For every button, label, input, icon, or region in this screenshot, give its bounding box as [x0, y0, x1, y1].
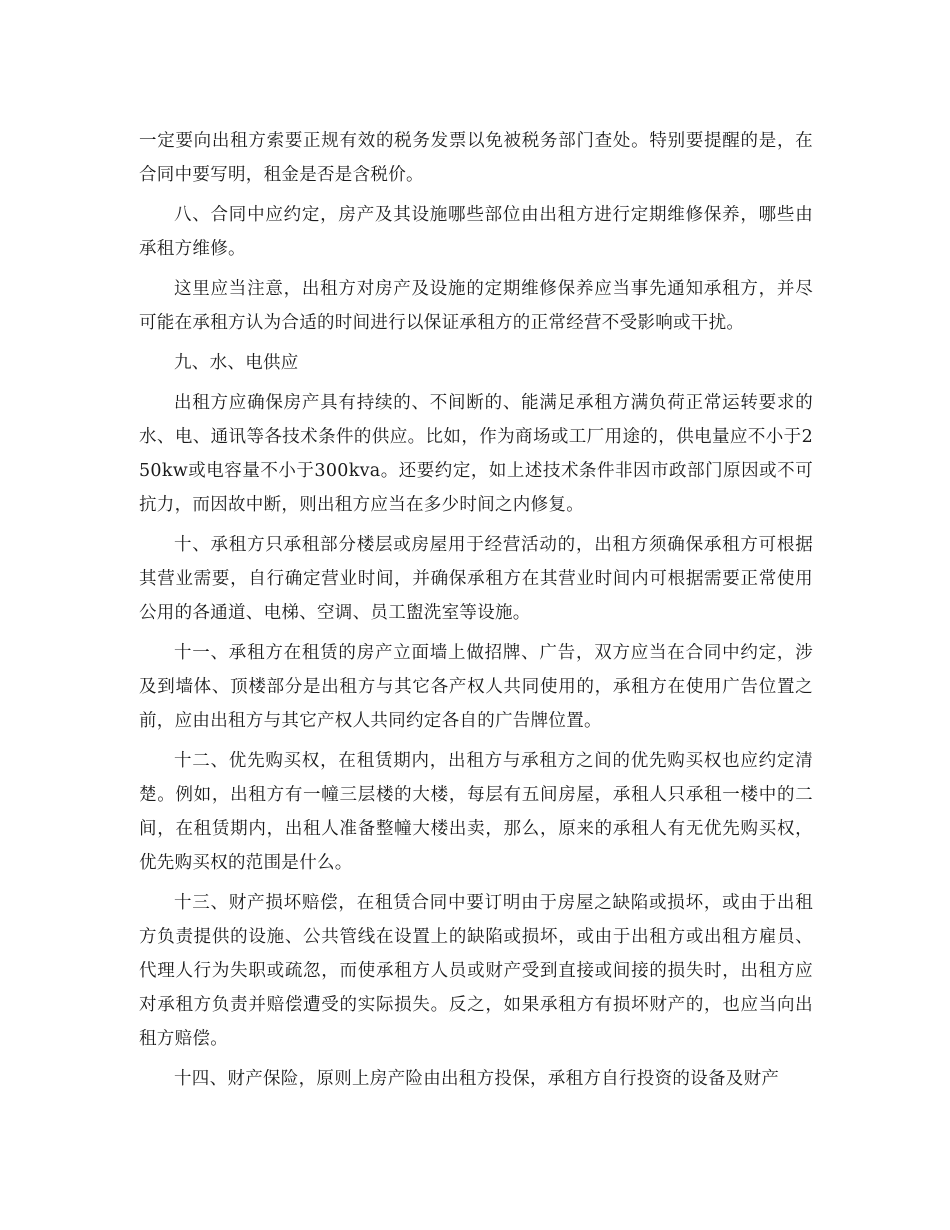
paragraph-clause-13: 十三、财产损坏赔偿，在租赁合同中要订明由于房屋之缺陷或损坏，或由于出租方负责提供的设施、公共管线在设置上的缺陷或损坏，或由于出租方或出租方雇员、代理人行为失职或疏忽，而使承租方人员或财产受到直接或间接的损失时，出租方应对承租方负责并赔偿遭受的实际损失。反之，如果承租方有损坏财产的，也应当向出租方赔偿。 [139, 893, 813, 1049]
heading-clause-9: 九、水、电供应 [174, 353, 299, 373]
paragraph-maintenance-note: 这里应当注意，出租方对房产及设施的定期维修保养应当事先通知承租方，并尽可能在承租方认为合适的时间进行以保证承租方的正常经营不受影响或干扰。 [139, 279, 813, 333]
paragraph-clause-8: 八、合同中应约定，房产及其设施哪些部位由出租方进行定期维修保养，哪些由承租方维修。 [139, 205, 813, 259]
document-body [139, 124, 813, 1102]
paragraph-clause-10: 十、承租方只承租部分楼层或房屋用于经营活动的，出租方须确保承租方可根据其营业需要，自行确定营业时间，并确保承租方在其营业时间内可根据需要正常使用公用的各通道、电梯、空调、员工盥洗室等设施。 [139, 535, 813, 623]
paragraph-clause-14: 十四、财产保险，原则上房产险由出租方投保，承租方自行投资的设备及财产 [174, 1069, 780, 1089]
paragraph-clause-11: 十一、承租方在租赁的房产立面墙上做招牌、广告，双方应当在合同中约定，涉及到墙体、顶楼部分是出租方与其它各产权人共同使用的，承租方在使用广告位置之前，应由出租方与其它产权人共同约定各自的广告牌位置。 [139, 643, 813, 731]
paragraph-clause-12: 十二、优先购买权，在租赁期内，出租方与承租方之间的优先购买权也应约定清楚。例如，出租方有一幢三层楼的大楼，每层有五间房屋，承租人只承租一楼中的二间，在租赁期内，出租人准备整幢大楼出卖，那么，原来的承租人有无优先购买权，优先购买权的范围是什么。 [139, 751, 813, 873]
paragraph-tax-invoice: 一定要向出租方索要正规有效的税务发票以免被税务部门查处。特别要提醒的是，在合同中要写明，租金是否是含税价。 [139, 131, 813, 185]
paragraph-utility-supply: 出租方应确保房产具有持续的、不间断的、能满足承租方满负荷正常运转要求的水、电、通讯等各技术条件的供应。比如，作为商场或工厂用途的，供电量应不小于250kw或电容量不小于300kva。还要约定，如上述技术条件非因市政部门原因或不可抗力，而因故中断，则出租方应当在多少时间之内修复。 [139, 393, 813, 515]
